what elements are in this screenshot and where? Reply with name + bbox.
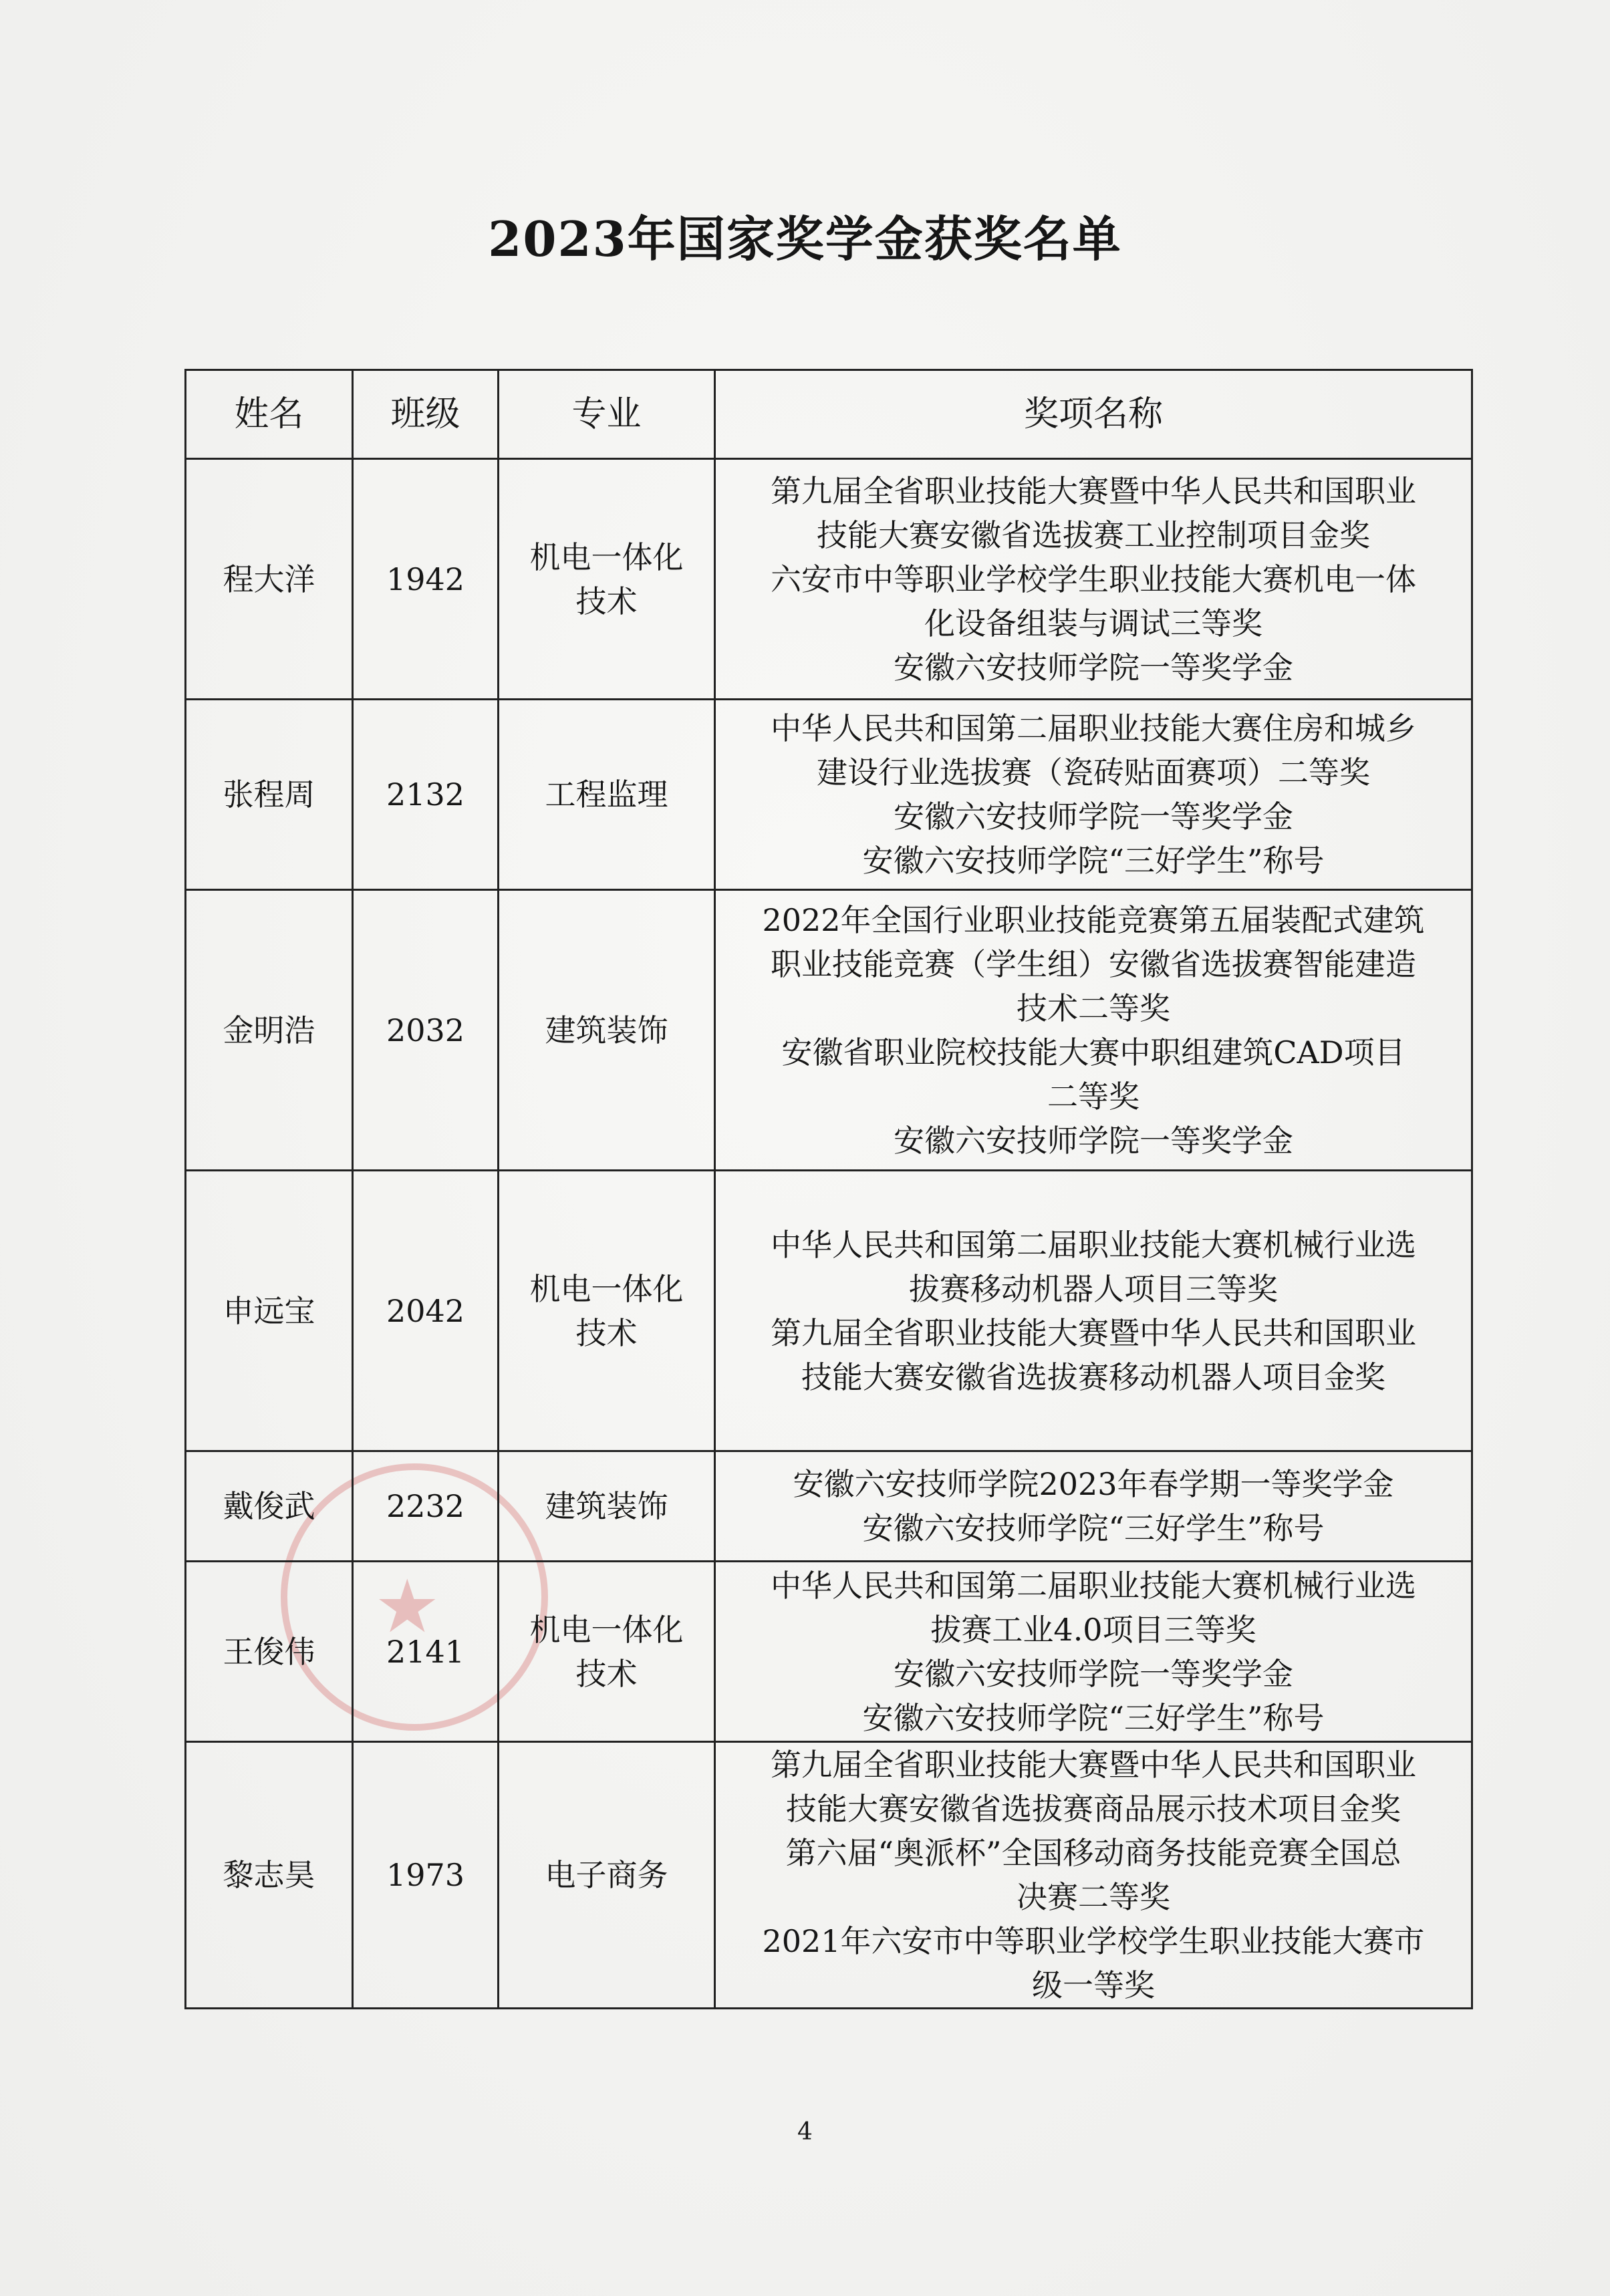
cell-class: 1973	[353, 1742, 499, 2009]
cell-class: 2232	[353, 1451, 499, 1562]
header-class: 班级	[353, 370, 499, 459]
cell-awards	[715, 1171, 1472, 1451]
cell-major	[499, 1742, 715, 2009]
award-line: 安徽六安技师学院“三好学生”称号	[862, 1510, 1325, 1546]
cell-major	[499, 700, 715, 890]
award-line: 安徽六安技师学院一等奖学金	[894, 649, 1293, 686]
award-line: 第九届全省职业技能大赛暨中华人民共和国职业	[771, 1747, 1416, 1783]
award-line: 拔赛工业4.0项目三等奖	[930, 1611, 1256, 1648]
table-row	[186, 700, 1472, 890]
cell-awards	[715, 1562, 1472, 1742]
page-number: 4	[797, 2118, 813, 2146]
award-line: 化设备组装与调试三等奖	[924, 605, 1262, 641]
cell-awards	[715, 890, 1472, 1171]
table-row	[186, 890, 1472, 1171]
award-line: 技能大赛安徽省选拔赛工业控制项目金奖	[817, 517, 1370, 553]
award-line: 中华人民共和国第二届职业技能大赛住房和城乡	[771, 710, 1416, 746]
award-line: 级一等奖	[1032, 1967, 1155, 2003]
major-line: 电子商务	[545, 1857, 668, 1893]
award-line: 安徽六安技师学院“三好学生”称号	[862, 1699, 1325, 1736]
major-line: 建筑装饰	[545, 1488, 668, 1524]
award-line: 二等奖	[1047, 1078, 1139, 1115]
table-row	[186, 1171, 1472, 1451]
header-award: 奖项名称	[715, 370, 1472, 459]
award-line: 技术二等奖	[1017, 990, 1170, 1026]
cell-class: 2042	[353, 1171, 499, 1451]
cell-name: 张程周	[186, 700, 353, 890]
major-line: 机电一体化	[529, 1611, 684, 1648]
cell-awards	[715, 1451, 1472, 1562]
award-line: 拔赛移动机器人项目三等奖	[909, 1270, 1278, 1307]
table-row	[186, 459, 1472, 700]
scholarship-table	[184, 369, 1473, 2009]
award-line: 第六届“奥派杯”全国移动商务技能竞赛全国总	[785, 1835, 1401, 1871]
cell-name: 金明浩	[186, 890, 353, 1171]
award-line: 安徽六安技师学院一等奖学金	[894, 1122, 1293, 1159]
award-line: 第九届全省职业技能大赛暨中华人民共和国职业	[771, 1314, 1416, 1351]
major-line: 技术	[575, 583, 638, 619]
major-line: 机电一体化	[529, 1270, 684, 1307]
award-line: 第九届全省职业技能大赛暨中华人民共和国职业	[771, 472, 1416, 509]
cell-name: 申远宝	[186, 1171, 353, 1451]
cell-class: 2032	[353, 890, 499, 1171]
document-title: 2023年国家奖学金获奖名单	[488, 210, 1122, 267]
table-row	[186, 1451, 1472, 1562]
major-line: 技术	[575, 1655, 638, 1692]
table-header-row	[186, 370, 1472, 459]
cell-awards	[715, 1742, 1472, 2009]
cell-major	[499, 1171, 715, 1451]
table-row	[186, 1562, 1472, 1742]
cell-name: 王俊伟	[186, 1562, 353, 1742]
award-line: 建设行业选拔赛（瓷砖贴面赛项）二等奖	[817, 754, 1370, 791]
award-line: 2021年六安市中等职业学校学生职业技能大赛市	[762, 1923, 1425, 1959]
cell-major	[499, 1562, 715, 1742]
award-line: 决赛二等奖	[1017, 1879, 1170, 1915]
cell-class: 2141	[353, 1562, 499, 1742]
header-name: 姓名	[186, 370, 353, 459]
cell-class: 2132	[353, 700, 499, 890]
major-line: 工程监理	[545, 776, 668, 813]
award-line: 职业技能竞赛（学生组）安徽省选拔赛智能建造	[771, 946, 1416, 982]
award-line: 技能大赛安徽省选拔赛移动机器人项目金奖	[801, 1358, 1385, 1395]
cell-major	[499, 1451, 715, 1562]
award-line: 技能大赛安徽省选拔赛商品展示技术项目金奖	[786, 1791, 1401, 1827]
cell-name: 戴俊武	[186, 1451, 353, 1562]
award-line: 安徽六安技师学院2023年春学期一等奖学金	[793, 1466, 1394, 1502]
major-line: 建筑装饰	[545, 1012, 668, 1048]
seal-star-icon: ★	[374, 1564, 440, 1649]
award-line: 安徽六安技师学院一等奖学金	[894, 799, 1293, 835]
cell-major	[499, 890, 715, 1171]
cell-name: 黎志昊	[186, 1742, 353, 2009]
cell-awards	[715, 700, 1472, 890]
major-line: 技术	[575, 1314, 638, 1351]
header-major: 专业	[499, 370, 715, 459]
cell-major	[499, 459, 715, 700]
award-line: 2022年全国行业职业技能竞赛第五届装配式建筑	[762, 901, 1425, 938]
table-row	[186, 1742, 1472, 2009]
cell-name: 程大洋	[186, 459, 353, 700]
award-line: 六安市中等职业学校学生职业技能大赛机电一体	[771, 561, 1416, 597]
award-line: 安徽六安技师学院“三好学生”称号	[862, 843, 1325, 879]
award-line: 中华人民共和国第二届职业技能大赛机械行业选	[771, 1226, 1416, 1263]
major-line: 机电一体化	[529, 539, 684, 575]
award-line: 安徽省职业院校技能大赛中职组建筑CAD项目	[781, 1034, 1405, 1070]
award-line: 安徽六安技师学院一等奖学金	[894, 1655, 1293, 1692]
cell-awards	[715, 459, 1472, 700]
award-line: 中华人民共和国第二届职业技能大赛机械行业选	[771, 1567, 1416, 1604]
cell-class: 1942	[353, 459, 499, 700]
